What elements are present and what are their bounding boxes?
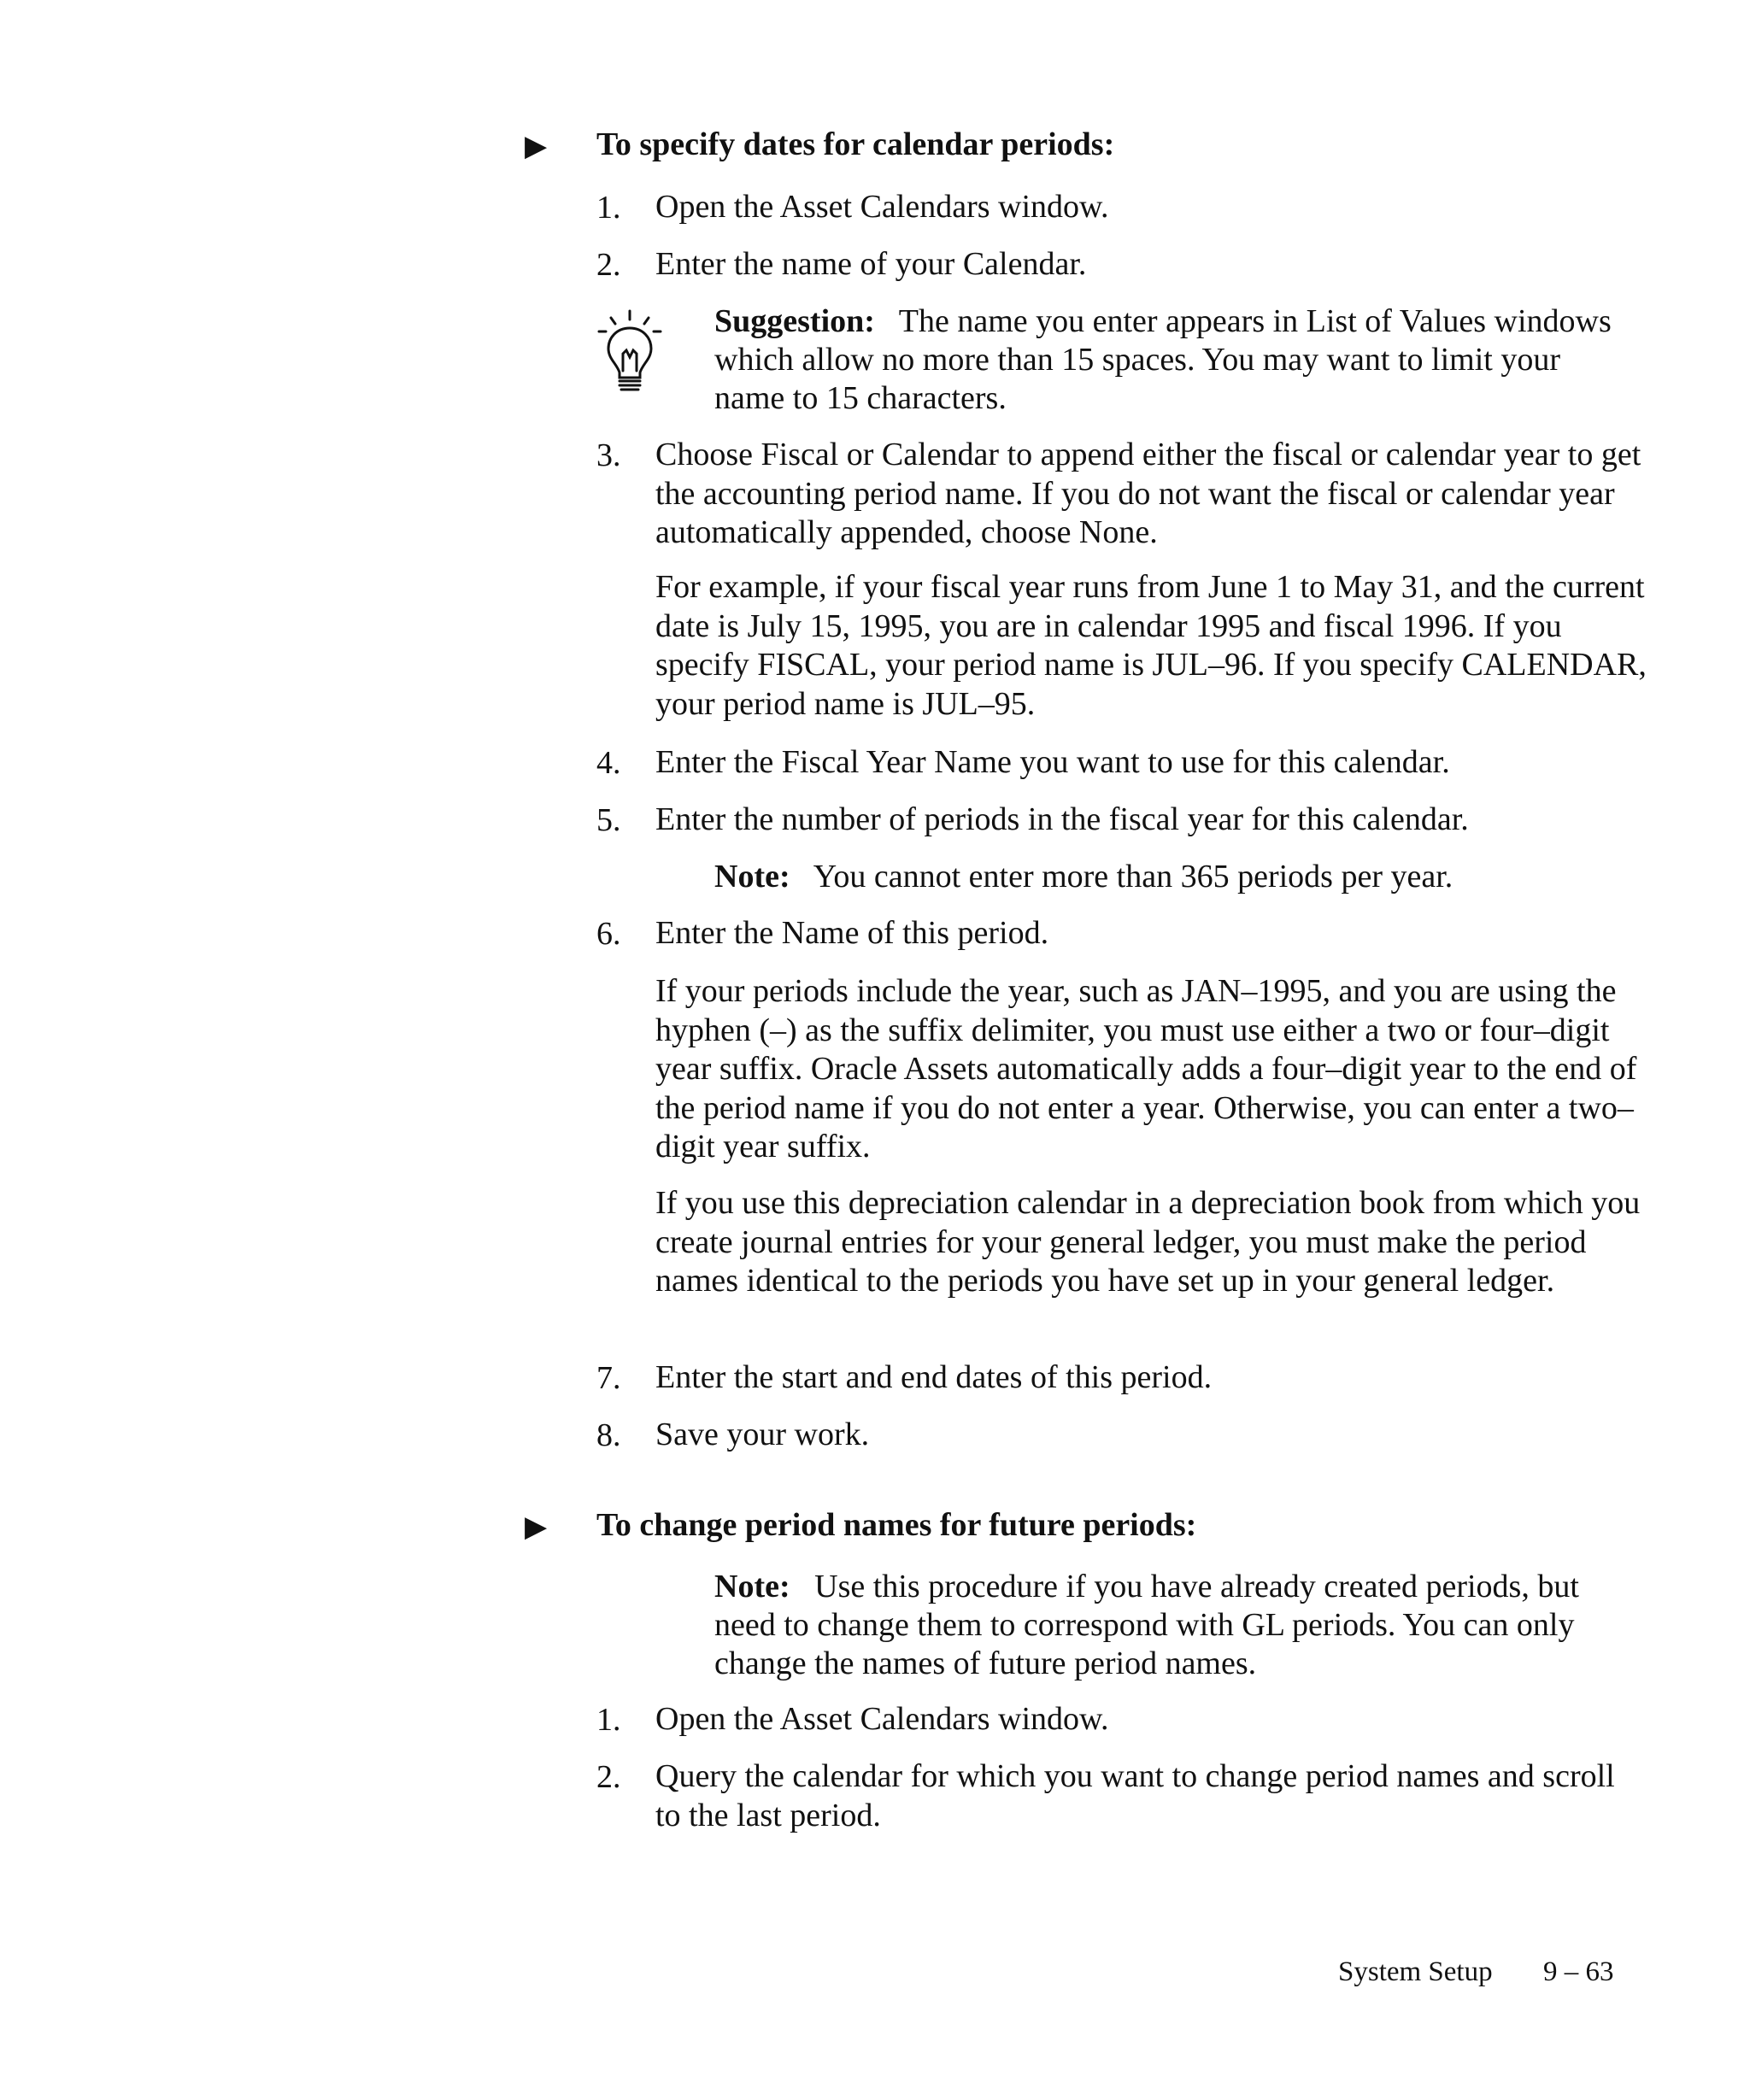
step-text: Open the Asset Calendars window.	[655, 1701, 1109, 1737]
step-number: 3.	[596, 437, 621, 473]
section-heading-change-period-names: To change period names for future periods:	[596, 1507, 1197, 1543]
step-text: Choose Fiscal or Calendar to append either the fiscal or calendar year to get the accounting period name. If you do not want the fiscal or calendar year automatically appended, choose None.	[655, 437, 1641, 550]
step-number: 1.	[596, 1702, 621, 1738]
step-number: 7.	[596, 1360, 621, 1396]
step-text: Open the Asset Calendars window.	[655, 189, 1109, 225]
step-text: Enter the Fiscal Year Name you want to use for this calendar.	[655, 744, 1450, 780]
step-number: 8.	[596, 1417, 621, 1453]
procedure-arrow-icon: ▶	[525, 1510, 548, 1544]
step-text: Enter the number of periods in the fiscal year for this calendar.	[655, 801, 1469, 837]
step-number: 6.	[596, 916, 621, 952]
step-text: Enter the name of your Calendar.	[655, 246, 1087, 282]
step-number: 2.	[596, 247, 621, 283]
step-text: Save your work.	[655, 1417, 870, 1452]
example-paragraph: For example, if your fiscal year runs from June 1 to May 31, and the current date is July 15, 1995, you are in calendar 1995 and fiscal 1996. If you specify FISCAL, your period name is JUL–96. If you specify CALENDAR, your period name is JUL–95.	[655, 569, 1647, 722]
note-text: Use this procedure if you have already created periods, but need to change them to correspond with GL periods. You can only change the names of future period names.	[714, 1569, 1579, 1681]
lightbulb-icon	[594, 309, 666, 400]
step-number: 1.	[596, 190, 621, 226]
suggestion-note	[714, 302, 1620, 418]
note-label: Note:	[714, 859, 790, 895]
note-text: You cannot enter more than 365 periods per year.	[813, 859, 1453, 895]
section-heading-specify-dates: To specify dates for calendar periods:	[596, 126, 1115, 162]
note-future-periods	[714, 1568, 1620, 1683]
period-ledger-paragraph: If you use this depreciation calendar in a depreciation book from which you create journal entries for your general ledger, you must make the period names identical to the periods you have set up in your general ledger.	[655, 1185, 1641, 1299]
step-number: 4.	[596, 745, 621, 781]
step-text: Enter the Name of this period.	[655, 915, 1049, 951]
note-periods	[714, 858, 1620, 896]
period-name-paragraph: If your periods include the year, such as JAN–1995, and you are using the hyphen (–) as the suffix delimiter, you must use either a two or four–digit year suffix. Oracle Assets automatically adds a four–digit year to the end of the period name if you do not enter a year. Otherwise, you can enter a two–digit year suffix.	[655, 973, 1637, 1164]
step-text: Enter the start and end dates of this period.	[655, 1359, 1213, 1395]
step-number: 5.	[596, 802, 621, 838]
footer-page-number: 9 – 63	[1543, 1956, 1614, 1987]
suggestion-text: The name you enter appears in List of Values windows which allow no more than 15 spaces. You may want to limit your name to 15 characters.	[714, 303, 1612, 416]
suggestion-label: Suggestion:	[714, 303, 875, 339]
step-text: Query the calendar for which you want to change period names and scroll to the last period.	[655, 1758, 1615, 1833]
note-label: Note:	[714, 1569, 790, 1604]
footer-section-name: System Setup	[1338, 1956, 1493, 1987]
step-number: 2.	[596, 1759, 621, 1795]
procedure-arrow-icon: ▶	[525, 129, 548, 163]
